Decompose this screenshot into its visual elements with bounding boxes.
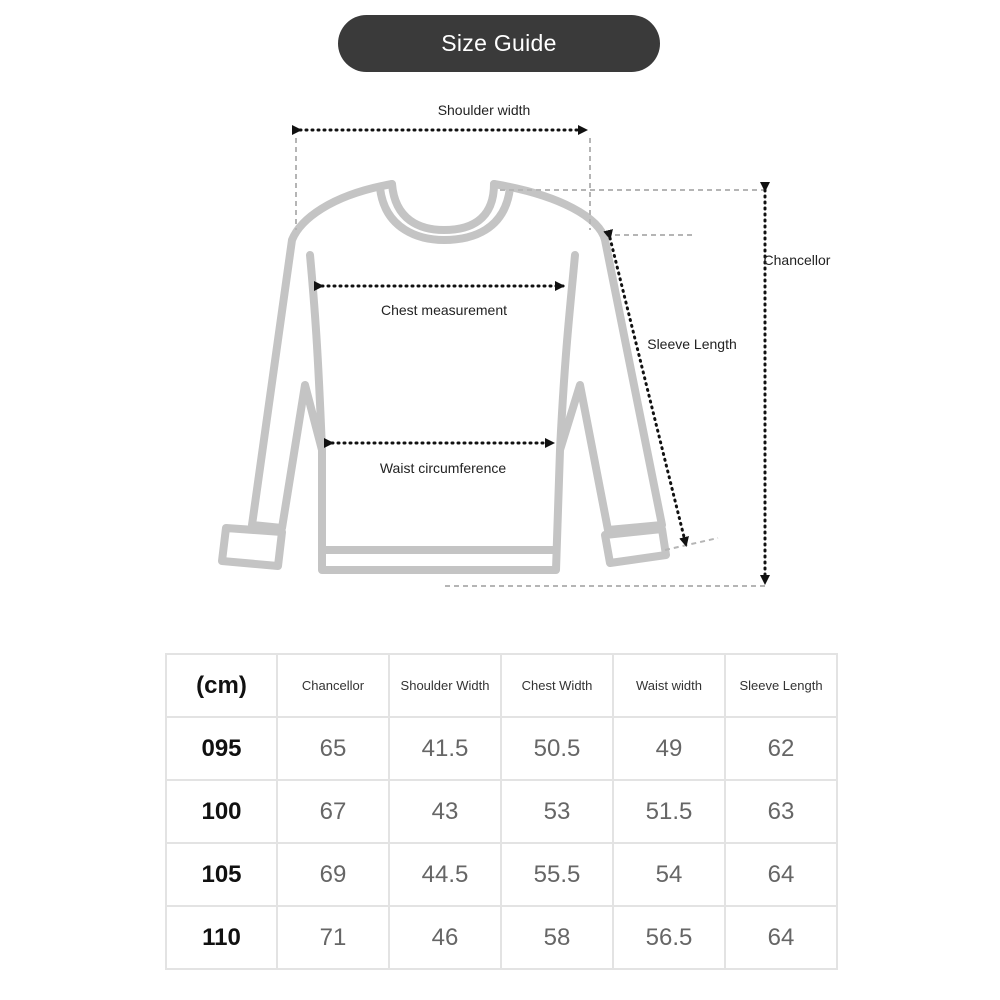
table-row [166, 906, 837, 969]
measurement-cell: 56.5 [613, 906, 725, 969]
column-header: Waist width [613, 654, 725, 717]
unit-header: (cm) [166, 654, 277, 717]
size-guide-title: Size Guide [441, 30, 557, 56]
measurement-cell: 49 [613, 717, 725, 780]
shoulder-width-label: Shoulder width [437, 102, 531, 118]
column-header: Chancellor [277, 654, 389, 717]
measurement-cell: 50.5 [501, 717, 613, 780]
table-header-row [166, 654, 837, 717]
table-row [166, 717, 837, 780]
sweater-outline [222, 184, 666, 570]
measurement-cell: 67 [277, 780, 389, 843]
measurement-cell: 55.5 [501, 843, 613, 906]
measurement-cell: 54 [613, 843, 725, 906]
column-header: Shoulder Width [389, 654, 501, 717]
measurement-cell: 43 [389, 780, 501, 843]
size-label: 100 [166, 780, 277, 843]
measurement-cell: 44.5 [389, 843, 501, 906]
size-guide-header [338, 15, 660, 72]
sweater-measurement-diagram [0, 80, 1000, 640]
sweater-illustration [0, 80, 1000, 640]
guide-lines [296, 138, 765, 586]
length-label: Chancellor [763, 252, 831, 268]
measurement-cell: 62 [725, 717, 837, 780]
chest-label: Chest measurement [380, 302, 508, 318]
measurement-cell: 69 [277, 843, 389, 906]
measurement-cell: 64 [725, 906, 837, 969]
measurement-cell: 51.5 [613, 780, 725, 843]
size-label: 095 [166, 717, 277, 780]
size-table [165, 653, 838, 970]
size-label: 110 [166, 906, 277, 969]
measurement-cell: 58 [501, 906, 613, 969]
measurement-cell: 46 [389, 906, 501, 969]
measurement-cell: 63 [725, 780, 837, 843]
measurement-cell: 64 [725, 843, 837, 906]
measurement-cell: 71 [277, 906, 389, 969]
measurement-cell: 41.5 [389, 717, 501, 780]
measurement-arrows [300, 130, 765, 583]
size-label: 105 [166, 843, 277, 906]
column-header: Sleeve Length [725, 654, 837, 717]
sleeve-length-label: Sleeve Length [647, 336, 737, 352]
sleeve-length-arrow [610, 238, 686, 545]
waist-label: Waist circumference [379, 460, 507, 476]
column-header: Chest Width [501, 654, 613, 717]
table-row [166, 843, 837, 906]
measurement-cell: 65 [277, 717, 389, 780]
table-row [166, 780, 837, 843]
measurement-cell: 53 [501, 780, 613, 843]
